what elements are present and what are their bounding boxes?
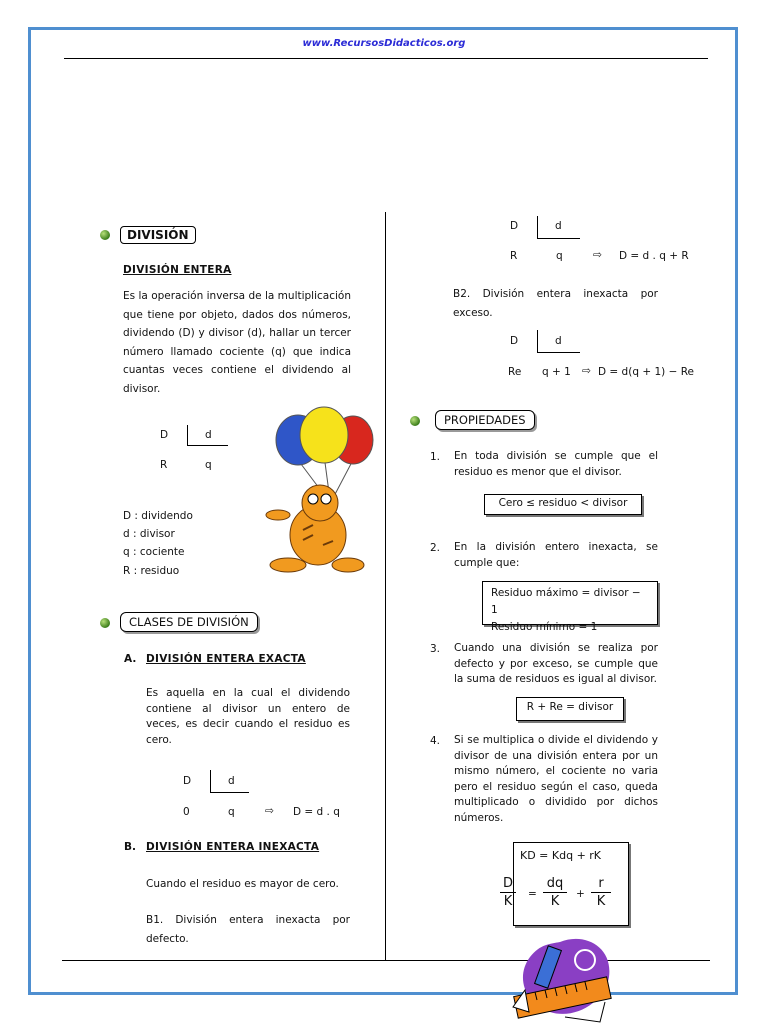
balloon-cat-image: [258, 405, 378, 585]
section-title-division: DIVISIÓN: [120, 226, 196, 244]
fraction-denominator: K: [596, 894, 606, 909]
plus-sign: +: [576, 888, 585, 900]
divisor-symbol: d: [228, 775, 235, 787]
dividend-symbol: D: [510, 220, 519, 232]
dividend-symbol: D: [183, 775, 192, 787]
formula-box-propiedad-4: [513, 842, 629, 926]
bullet-icon: [410, 416, 420, 426]
kd-formula-text: KD = Kdq + rK: [520, 849, 602, 862]
fraction-r-over-k: [591, 876, 611, 909]
definition-item: q : cociente: [123, 546, 185, 558]
formula-text: D = d(q + 1) − Re: [598, 366, 694, 378]
prop-text: Si se multiplica o divide el dividendo y divisor de una división entera por un mismo número, el cociente no varia pero el residuo según el caso, queda multiplicado o dividido por dichos números.: [454, 734, 658, 824]
item-label-a: A.: [124, 653, 137, 665]
division-entera-heading: DIVISIÓN ENTERA: [123, 264, 232, 276]
prop-number: 3.: [430, 643, 441, 655]
definition-item: d : divisor: [123, 528, 175, 540]
inexacta-heading: DIVISIÓN ENTERA INEXACTA: [146, 841, 320, 853]
remainder-symbol: 0: [183, 806, 190, 818]
fraction-numerator: r: [598, 876, 604, 891]
divisor-symbol: d: [205, 429, 212, 441]
formula-text: D = d . q + R: [619, 250, 689, 262]
column-divider: [385, 212, 386, 960]
formula-box-residuo-max-min: [482, 581, 658, 633]
b2-text: B2. División entera inexacta por exceso.: [453, 288, 658, 319]
dividend-symbol: D: [510, 335, 519, 347]
exacta-text: Es aquella en la cual el dividendo contiene al divisor un entero de veces, es decir cuando el residuo es cero.: [146, 687, 350, 746]
quotient-symbol: q: [556, 250, 563, 262]
fraction-dq-over-k: [543, 876, 567, 909]
fraction-denominator: K: [550, 894, 560, 909]
prop-text: Cuando una división se realiza por defecto y por exceso, se cumple que la suma de residuos es igual al divisor.: [454, 642, 658, 685]
fraction-d-over-k: [500, 876, 516, 909]
residuo-maximo-text: Residuo máximo = divisor − 1: [491, 587, 641, 616]
prop-text: En toda división se cumple que el residuo es menor que el divisor.: [454, 450, 658, 478]
fraction-numerator: dq: [546, 876, 564, 891]
quotient-symbol: q: [228, 806, 235, 818]
definition-item: R : residuo: [123, 565, 180, 577]
definition-item: D : dividendo: [123, 510, 193, 522]
arrow-icon: ⇨: [265, 805, 274, 817]
item-label-b: B.: [124, 841, 136, 853]
section-title-propiedades: PROPIEDADES: [435, 410, 535, 430]
prop-number: 1.: [430, 451, 441, 463]
bullet-icon: [100, 618, 110, 628]
divisor-symbol: d: [555, 335, 562, 347]
formula-text: D = d . q: [293, 806, 340, 818]
top-rule: [64, 58, 708, 59]
remainder-symbol: R: [160, 459, 168, 471]
equals-sign: =: [528, 888, 537, 900]
bullet-icon: [100, 230, 110, 240]
residuo-minimo-text: Residuo mínimo = 1: [491, 621, 598, 633]
exacta-heading: DIVISIÓN ENTERA EXACTA: [146, 653, 306, 665]
quotient-symbol: q: [205, 459, 212, 471]
remainder-symbol: R: [510, 250, 518, 262]
prop-number: 4.: [430, 735, 441, 747]
divisor-symbol: d: [555, 220, 562, 232]
division-entera-text: Es la operación inversa de la multiplicación que tiene por objeto, dados dos números, dividendo (D) y divisor (d), hallar un tercer número llamado cociente (q) que indica cuantas veces contiene el dividendo al divisor.: [123, 290, 351, 395]
b1-text: B1. División entera inexacta por defecto.: [146, 914, 350, 945]
fraction-denominator: K: [503, 894, 513, 909]
prop-number: 2.: [430, 542, 441, 554]
fraction-numerator: D: [502, 876, 513, 891]
quotient-symbol: q + 1: [542, 366, 571, 378]
dividend-symbol: D: [160, 429, 169, 441]
arrow-icon: ⇨: [582, 365, 591, 377]
site-url[interactable]: www.RecursosDidacticos.org: [302, 38, 466, 49]
math-tools-clipart: [505, 932, 615, 1024]
section-title-clases: CLASES DE DIVISIÓN: [120, 612, 258, 632]
remainder-symbol: Re: [508, 366, 522, 378]
formula-box-residuo: Cero ≤ residuo < divisor: [484, 494, 642, 515]
arrow-icon: ⇨: [593, 249, 602, 261]
formula-box-suma-residuos: R + Re = divisor: [516, 697, 624, 721]
prop-text: En la división entero inexacta, se cumple que:: [454, 541, 658, 569]
inexacta-text: Cuando el residuo es mayor de cero.: [146, 878, 339, 890]
